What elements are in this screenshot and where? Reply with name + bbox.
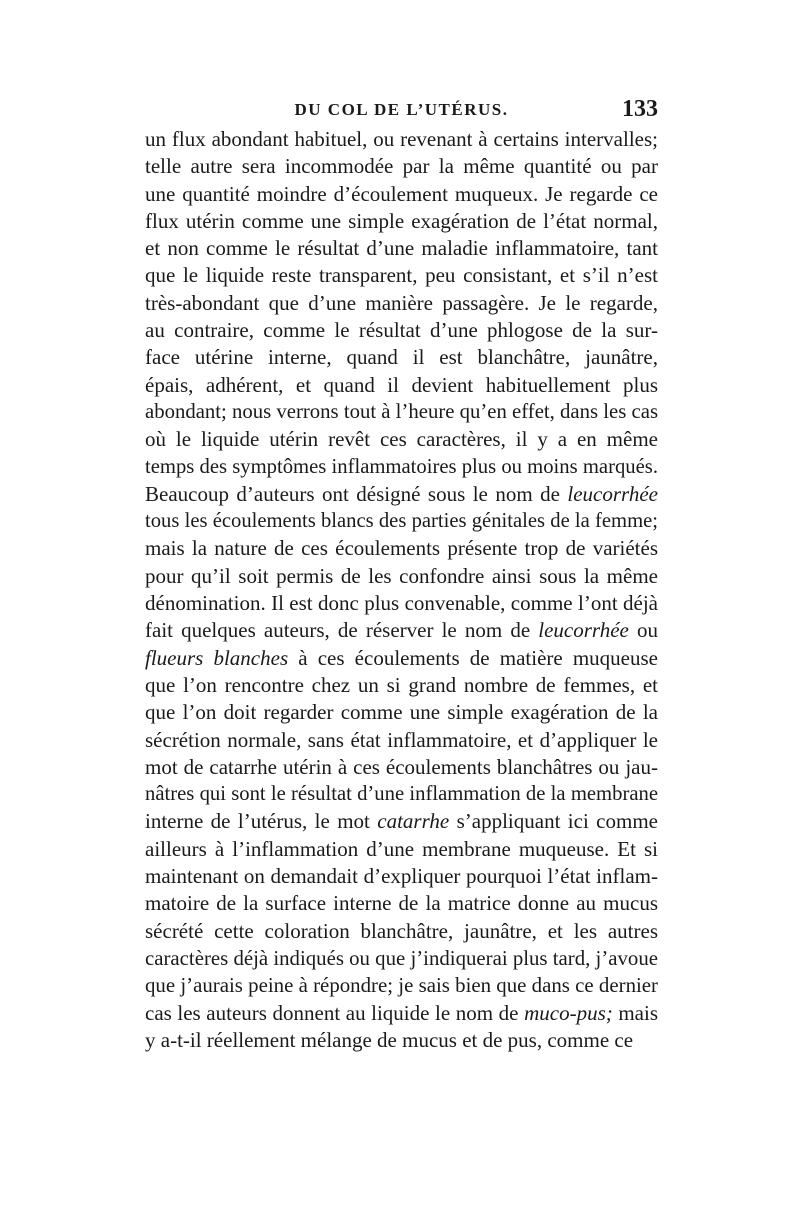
text-segment: ou	[628, 618, 658, 643]
text-line: caractères déjà indiqués ou que j’indiquerai plus tard, j’avoue	[145, 945, 658, 970]
text-line: sécrété cette coloration blanchâtre, jaunâtre, et les autres	[145, 918, 658, 943]
text-line: que l’on doit regarder comme une simple exagération de la	[145, 700, 658, 725]
text-segment: Beaucoup d’auteurs ont désigné sous le nom de	[145, 481, 568, 506]
italic-term: muco-pus;	[524, 1000, 613, 1025]
text-line: très-abondant que d’une manière passagère. Je le regarde,	[145, 290, 658, 315]
text-line: sécrétion normale, sans état inflammatoire, et d’appliquer le	[145, 727, 658, 752]
text-line	[145, 645, 658, 672]
text-line: pour qu’il soit permis de les confondre ainsi sous la même	[145, 563, 658, 588]
text-line: ailleurs à l’inflammation d’une membrane muqueuse. Et si	[145, 836, 658, 861]
running-head	[145, 96, 658, 126]
text-line: nâtres qui sont le résultat d’une inflammation de la membrane	[145, 783, 658, 806]
text-segment: s’appliquant ici comme	[449, 809, 658, 834]
body-text	[145, 126, 658, 1054]
text-line: que l’on rencontre chez un si grand nombre de femmes, et	[145, 672, 658, 697]
text-line: flux utérin comme une simple exagération de l’état normal,	[145, 208, 658, 233]
running-title: DU COL DE L’UTÉRUS.	[294, 100, 509, 119]
text-line: au contraire, comme le résultat d’une phlogose de la sur-	[145, 318, 658, 343]
text-line	[145, 481, 658, 508]
text-line	[145, 808, 658, 835]
text-line: matoire de la surface interne de la matrice donne au mucus	[145, 891, 658, 916]
text-line	[145, 1000, 658, 1027]
text-line: face utérine interne, quand il est blanchâtre, jaunâtre,	[145, 345, 658, 370]
text-line: épais, adhérent, et quand il devient habituellement plus	[145, 372, 658, 397]
italic-term: leucorrhée	[567, 481, 658, 506]
italic-term: flueurs blanches	[145, 645, 289, 670]
text-line: que le liquide reste transparent, peu consistant, et s’il n’est	[145, 263, 658, 288]
text-line: un flux abondant habituel, ou revenant à certains intervalles;	[145, 127, 658, 151]
text-segment: cas les auteurs donnent au liquide le nom de	[145, 1000, 525, 1025]
text-line: mais la nature de ces écoulements présente trop de variétés	[145, 536, 658, 561]
text-line: et non comme le résultat d’une maladie inflammatoire, tant	[145, 236, 658, 261]
text-line: une quantité moindre d’écoulement muqueux. Je regarde ce	[145, 181, 658, 206]
italic-term: leucorrhée	[538, 618, 629, 643]
text-line: y a-t-il réellement mélange de mucus et de pus, comme ce	[145, 1027, 634, 1052]
text-segment: interne de l’utérus, le mot	[145, 809, 378, 834]
text-line: mot de catarrhe utérin à ces écoulements blanchâtres ou jau-	[145, 754, 658, 779]
text-segment: mais	[612, 1000, 658, 1025]
text-segment: fait quelques auteurs, de réserver le nom de	[145, 618, 539, 643]
text-line: tous les écoulements blancs des parties génitales de la femme;	[145, 510, 658, 533]
text-line: où le liquide utérin revêt ces caractères, il y a en même	[145, 427, 658, 452]
italic-term: catarrhe	[377, 809, 450, 834]
text-line: que j’aurais peine à répondre; je sais bien que dans ce dernier	[145, 973, 658, 998]
text-line: maintenant on demandait d’expliquer pourquoi l’état inflam-	[145, 864, 658, 889]
text-line: telle autre sera incommodée par la même quantité ou par	[145, 154, 658, 179]
text-line: dénomination. Il est donc plus convenable, comme l’ont déjà	[145, 591, 658, 616]
text-segment: à ces écoulements de matière muqueuse	[288, 645, 658, 670]
text-line: temps des symptômes inflammatoires plus ou moins marqués.	[145, 455, 658, 478]
text-line	[145, 617, 658, 644]
text-line: abondant; nous verrons tout à l’heure qu’en effet, dans les cas	[145, 400, 659, 423]
page-number: 133	[622, 96, 658, 122]
